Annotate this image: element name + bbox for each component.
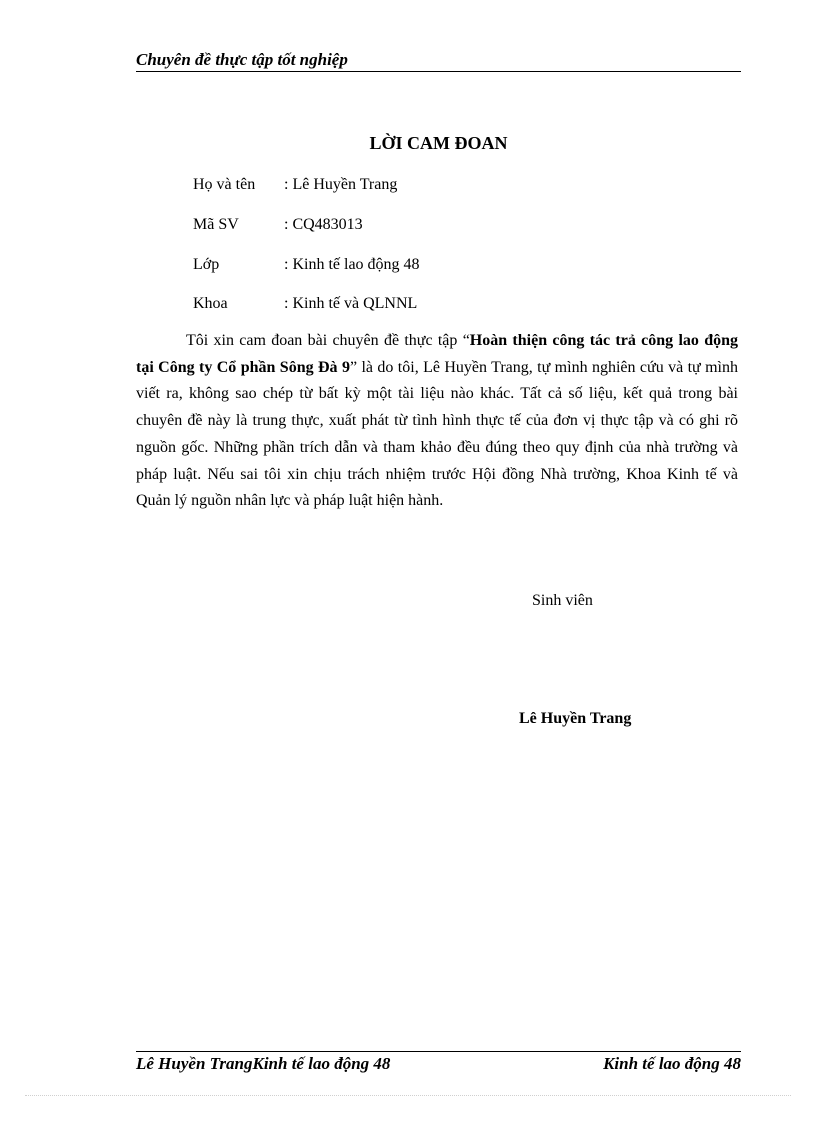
footer-right: Kinh tế lao động 48 — [603, 1054, 741, 1073]
running-header: Chuyên đề thực tập tốt nghiệp — [136, 50, 348, 69]
declaration-intro: Tôi xin cam đoan bài chuyên đề thực tập “ — [186, 332, 470, 349]
declaration-paragraph — [136, 328, 738, 515]
field-value-faculty: : Kinh tế và QLNNL — [284, 295, 418, 312]
footer-divider — [136, 1051, 741, 1052]
footer-left: Lê Huyền TrangKinh tế lao động 48 — [136, 1054, 391, 1073]
field-label-faculty: Khoa — [193, 295, 228, 312]
field-label-name: Họ và tên — [193, 176, 256, 193]
signer-role: Sinh viên — [532, 592, 593, 609]
signer-name: Lê Huyền Trang — [519, 710, 632, 727]
field-label-class: Lớp — [193, 256, 220, 273]
field-value-student-id: : CQ483013 — [284, 216, 363, 233]
declaration-text: ” là do tôi, Lê Huyền Trang, tự mình nghiên cứu và tự mình viết ra, không sao chép từ bất kỳ một tài liệu nào khác. Tất cả số liệu, kết quả trong bài chuyên đề này là trung thực, xuất phát từ tình hình thực tế của đơn vị thực tập và có ghi rõ nguồn gốc. Những phần trích dẫn và tham khảo đều đúng theo quy định của nhà trường và pháp luật. Nếu sai tôi xin chịu trách nhiệm trước Hội đồng Nhà trường, Khoa Kinh tế và Quản lý nguồn nhân lực và pháp luật hiện hành. — [136, 358, 739, 510]
field-value-class: : Kinh tế lao động 48 — [284, 256, 420, 273]
page-title: LỜI CAM ĐOAN — [369, 133, 508, 153]
thesis-title: Hoàn thiện công tác trả công lao động tại Công ty Cổ phần Sông Đà 9 — [136, 332, 738, 376]
page-edge-divider — [25, 1095, 791, 1096]
header-divider — [136, 71, 741, 72]
field-value-name: : Lê Huyền Trang — [284, 176, 398, 193]
field-label-student-id: Mã SV — [193, 216, 239, 233]
